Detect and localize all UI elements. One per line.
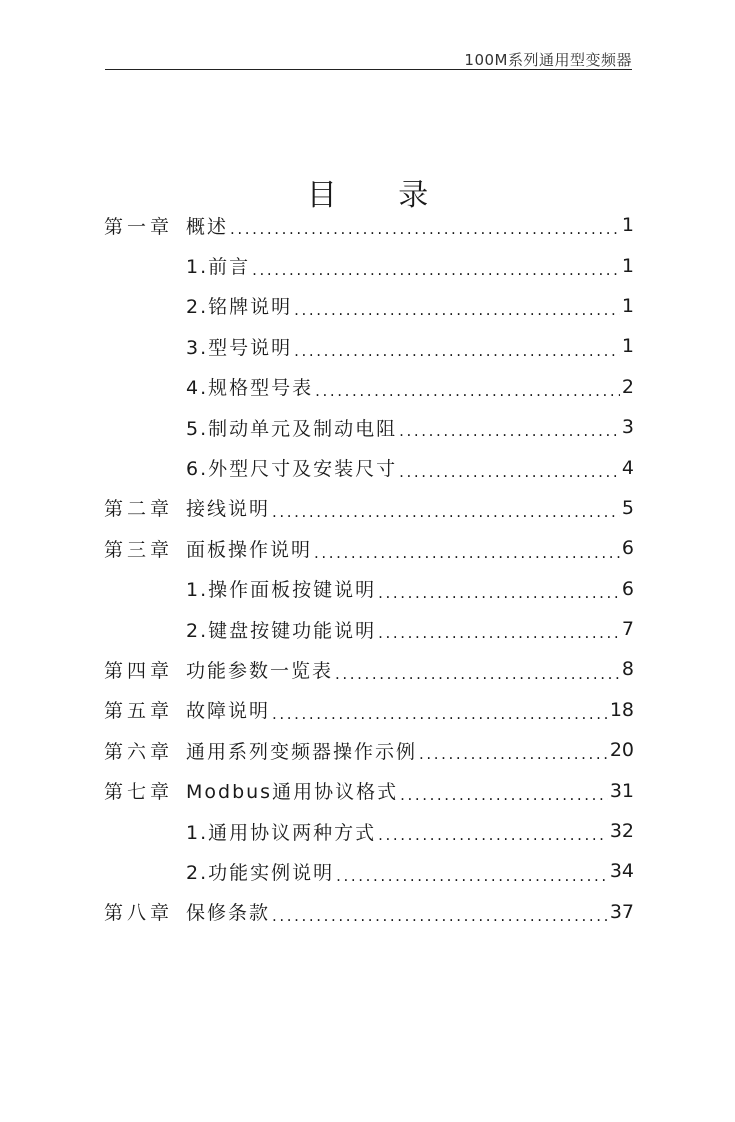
- toc-chapter-entry[interactable]: [104, 770, 634, 810]
- toc-page-number: 34: [609, 860, 634, 883]
- toc-chapter-number: 第一章: [104, 215, 174, 238]
- toc-dot-leader: [336, 869, 608, 892]
- toc-chapter-entry[interactable]: [104, 730, 634, 770]
- toc-chapter-entry[interactable]: [104, 528, 634, 568]
- toc-section-entry[interactable]: [104, 245, 634, 285]
- toc-chapter-number: 第七章: [104, 781, 174, 804]
- toc-entry-title: 2.功能实例说明: [186, 861, 335, 884]
- toc-entry-label: [104, 575, 376, 602]
- toc-page-number: 1: [621, 335, 634, 358]
- toc-entry-title: 3.型号说明: [186, 336, 293, 359]
- toc-dot-leader: [378, 586, 620, 609]
- toc-entry-title: 接线说明: [186, 498, 271, 521]
- toc-dot-leader: [335, 667, 620, 690]
- toc-entry-title: 功能参数一览表: [186, 659, 334, 682]
- toc-dot-leader: [399, 424, 620, 447]
- toc-page-number: 31: [609, 779, 634, 802]
- toc-entry-title: 保修条款: [186, 902, 271, 925]
- toc-page-number: 1: [621, 254, 634, 277]
- toc-dot-leader: [272, 707, 608, 730]
- toc-entry-label: [104, 414, 397, 441]
- toc-chapter-number: 第三章: [104, 538, 174, 561]
- toc-entry-title: 2.铭牌说明: [186, 296, 293, 319]
- toc-dot-leader: [272, 505, 620, 528]
- toc-entry-title: 1.前言: [186, 256, 251, 279]
- toc-dot-leader: [378, 828, 608, 851]
- page-title: 目 录: [306, 178, 455, 214]
- toc-page-number: 8: [621, 658, 634, 681]
- toc-section-entry[interactable]: [104, 407, 634, 447]
- toc-entry-label: [104, 737, 417, 764]
- toc-page-number: 2: [621, 375, 634, 398]
- toc-entry-label: [104, 696, 270, 723]
- toc-entry-label: [104, 818, 376, 845]
- toc-chapter-entry[interactable]: [104, 649, 634, 689]
- toc-page-number: 18: [609, 698, 634, 721]
- toc-entry-label: [104, 494, 270, 521]
- toc-entry-title: 故障说明: [186, 700, 271, 723]
- toc-dot-leader: [294, 303, 620, 326]
- toc-entry-title: 概述: [186, 215, 229, 238]
- toc-entry-title: 6.外型尺寸及安装尺寸: [186, 458, 398, 481]
- toc-page-number: 3: [621, 416, 634, 439]
- toc-chapter-entry[interactable]: [104, 205, 634, 245]
- toc-chapter-number: 第八章: [104, 902, 174, 925]
- toc-dot-leader: [378, 626, 620, 649]
- toc-page-number: 1: [621, 214, 634, 237]
- toc-section-entry[interactable]: [104, 326, 634, 366]
- toc-entry-label: [104, 373, 313, 400]
- toc-page-number: 7: [621, 618, 634, 641]
- toc-entry-label: [104, 333, 292, 360]
- toc-chapter-number: 第四章: [104, 659, 174, 682]
- toc-section-entry[interactable]: [104, 367, 634, 407]
- toc-page-number: 6: [621, 577, 634, 600]
- toc-entry-label: [104, 777, 398, 804]
- toc-dot-leader: [400, 788, 608, 811]
- toc-dot-leader: [399, 465, 620, 488]
- toc-chapter-entry[interactable]: [104, 690, 634, 730]
- header-divider: [105, 69, 632, 70]
- toc-section-entry[interactable]: [104, 851, 634, 891]
- toc-entry-title: 通用系列变频器操作示例: [186, 740, 418, 763]
- toc-entry-title: Modbus通用协议格式: [186, 781, 399, 804]
- toc-section-entry[interactable]: [104, 609, 634, 649]
- table-of-contents: [104, 205, 634, 932]
- toc-section-entry[interactable]: [104, 569, 634, 609]
- toc-dot-leader: [314, 546, 620, 569]
- toc-page-number: 6: [621, 537, 634, 560]
- toc-page-number: 20: [609, 739, 634, 762]
- toc-chapter-number: 第六章: [104, 740, 174, 763]
- toc-entry-title: 4.规格型号表: [186, 377, 314, 400]
- toc-page-number: 32: [609, 820, 634, 843]
- toc-page-number: 5: [621, 496, 634, 519]
- toc-chapter-entry[interactable]: [104, 488, 634, 528]
- toc-entry-title: 面板操作说明: [186, 538, 313, 561]
- toc-entry-label: [104, 898, 270, 925]
- toc-dot-leader: [230, 222, 620, 245]
- header-title: 100M系列通用型变频器: [464, 51, 632, 69]
- toc-dot-leader: [272, 909, 608, 932]
- toc-page-number: 1: [621, 294, 634, 317]
- toc-page-number: 4: [621, 456, 634, 479]
- toc-entry-label: [104, 858, 334, 885]
- toc-dot-leader: [419, 747, 608, 770]
- toc-dot-leader: [294, 344, 620, 367]
- toc-dot-leader: [252, 263, 620, 286]
- toc-chapter-number: 第五章: [104, 700, 174, 723]
- toc-entry-title: 5.制动单元及制动电阻: [186, 417, 398, 440]
- toc-chapter-entry[interactable]: [104, 892, 634, 932]
- toc-entry-label: [104, 656, 333, 683]
- toc-page-number: 37: [609, 900, 634, 923]
- toc-entry-label: [104, 454, 397, 481]
- toc-section-entry[interactable]: [104, 811, 634, 851]
- toc-section-entry[interactable]: [104, 286, 634, 326]
- toc-entry-label: [104, 535, 312, 562]
- toc-section-entry[interactable]: [104, 447, 634, 487]
- toc-entry-label: [104, 252, 250, 279]
- toc-dot-leader: [315, 384, 620, 407]
- toc-entry-label: [104, 292, 292, 319]
- toc-entry-label: [104, 212, 228, 239]
- toc-entry-title: 2.键盘按键功能说明: [186, 619, 377, 642]
- toc-entry-title: 1.通用协议两种方式: [186, 821, 377, 844]
- toc-entry-title: 1.操作面板按键说明: [186, 579, 377, 602]
- toc-entry-label: [104, 616, 376, 643]
- toc-chapter-number: 第二章: [104, 498, 174, 521]
